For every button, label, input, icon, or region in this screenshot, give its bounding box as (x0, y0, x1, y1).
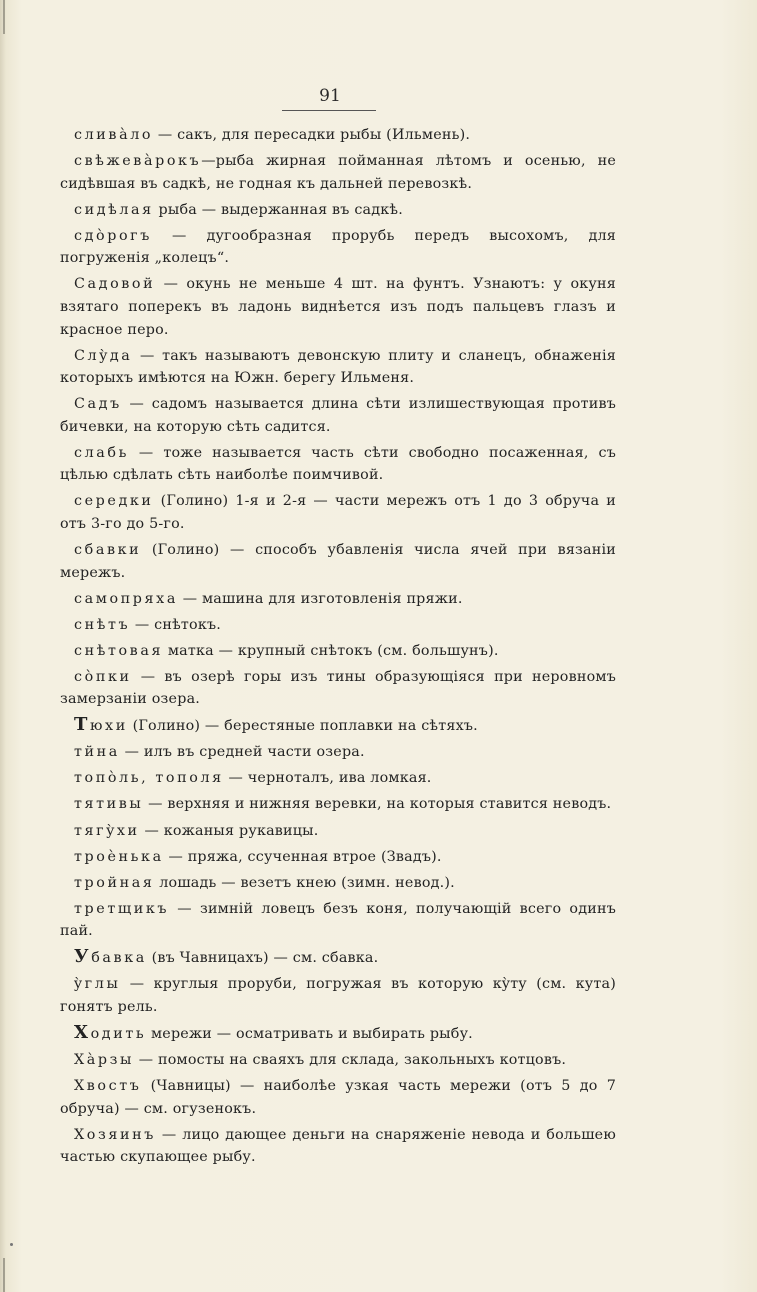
glossary-entry (60, 490, 616, 535)
entry-headword: Хвостъ (74, 1077, 142, 1094)
glossary-entry (60, 793, 616, 816)
entry-definition: — въ озерѣ горы изъ тины образующіяся при неровномъ замерзаніи озера. (60, 668, 616, 708)
entry-definition: матка — крупный снѣтокъ (см. большунъ). (163, 642, 499, 659)
entry-definition: — зимній ловецъ безъ коня, получающій всего одинъ пай. (60, 900, 616, 940)
entry-headword: сидѣлая (74, 201, 154, 218)
entry-definition: — снѣтокъ. (130, 616, 222, 633)
page-edge-mark (3, 1258, 5, 1292)
entry-definition: (Голино) — берестяные поплавки на сѣтяхъ. (127, 718, 478, 735)
entry-headword: середки (74, 493, 154, 510)
entry-definition: — помосты на сваяхъ для склада, закольныхъ котцовъ. (134, 1051, 567, 1068)
glossary-entry (60, 273, 616, 341)
entry-definition: — лицо дающее деньги на снаряженіе невода и большею частью скупающее рыбу. (60, 1126, 616, 1166)
glossary-entry (60, 898, 616, 943)
entry-headword: тятивы (74, 796, 144, 813)
glossary-entry (60, 767, 616, 790)
glossary-entry (60, 150, 616, 195)
entry-definition: — дугообразная прорубь передъ высохомъ, для погруженія „колецъ“. (60, 227, 616, 267)
entry-headword: Убавка (74, 946, 147, 968)
entry-definition: — верхняя и нижняя веревки, на которыя ставится неводъ. (143, 796, 612, 813)
entry-headword: Ходить (74, 1021, 147, 1043)
entry-definition: (Голино) 1-я и 2-я — части мережъ отъ 1 до 3 обруча и отъ 3-го до 5-го. (60, 493, 616, 532)
entry-headword: тйна (74, 744, 120, 761)
entry-headword: сбавки (74, 542, 142, 559)
entry-definition: (въ Чавницахъ) — см. сбавка. (146, 950, 379, 967)
entry-headword: троèнька (74, 848, 164, 865)
glossary-entry (60, 539, 616, 584)
glossary-entry (60, 614, 616, 637)
entry-definition: мережи — осматривать и выбирать рыбу. (146, 1025, 473, 1042)
glossary-entry (60, 225, 616, 270)
entry-definition: — тоже называется часть сѣти свободно посаженная, съ цѣлью сдѣлать сѣть наиболѣе поимчивой. (60, 444, 616, 484)
entry-definition: лошадь — везетъ кнею (зимн. невод.). (154, 874, 455, 891)
entry-headword: Тюхи (74, 714, 128, 736)
entry-headword: слабь (74, 444, 130, 461)
entry-definition: — кожаныя рукавицы. (139, 822, 319, 839)
glossary-entry (60, 199, 616, 222)
entry-definition: — такъ называютъ девонскую плиту и сланецъ, обнаженія которыхъ имѣются на Южн. берегу Ильменя. (60, 347, 616, 387)
entry-definition: (Голино) — способъ убавленія числа ячей при вязаніи мережъ. (60, 542, 616, 581)
entry-definition: — окунь не меньше 4 шт. на фунтъ. Узнаютъ: у окуня взятаго поперекъ въ ладонь виднѣется изъ подъ пальцевъ глазъ и красное перо. (60, 276, 616, 338)
entry-definition: — машина для изготовленія пряжи. (177, 590, 463, 607)
page-speck (10, 1243, 13, 1246)
entry-definition: — черноталъ, ива ломкая. (223, 770, 432, 787)
glossary-entry (60, 640, 616, 663)
section-initial: Т (74, 714, 90, 736)
entry-headword: Хозяинъ (74, 1126, 156, 1143)
glossary-entry (60, 820, 616, 843)
glossary-entry (60, 442, 616, 487)
header-rule (282, 110, 376, 111)
entry-definition: — круглыя проруби, погружая въ которую кỳту (см. кута) гонятъ рель. (60, 976, 616, 1015)
entry-headword: Садъ (74, 396, 122, 413)
section-initial: Х (74, 1021, 91, 1043)
glossary-entry (60, 741, 616, 764)
glossary-entry (60, 872, 616, 895)
entry-definition: (Чавницы) — наиболѣе узкая часть мережи (отъ 5 до 7 обруча) — см. огузенокъ. (60, 1077, 616, 1117)
glossary-entry (60, 1049, 616, 1072)
glossary-entry (60, 124, 616, 147)
glossary-entry (60, 946, 616, 970)
entry-headword: свѣжевàрокъ (74, 153, 202, 170)
entry-headword: тягỳхи (74, 822, 140, 839)
glossary-entry (60, 1022, 616, 1046)
glossary-entry (60, 1124, 616, 1169)
entry-headword: сдòрогъ (74, 227, 152, 244)
entry-headword: сòпки (74, 668, 132, 685)
glossary-entries (60, 124, 616, 1172)
glossary-entry (60, 1075, 616, 1120)
entry-headword: Садовой (74, 276, 156, 293)
glossary-entry (60, 846, 616, 869)
entry-definition: — илъ въ средней части озера. (119, 744, 365, 761)
entry-definition: —рыба жирная пойманная лѣтомъ и осенью, не сидѣвшая въ садкѣ, не годная къ дальней перевозкѣ. (60, 153, 616, 192)
glossary-entry (60, 973, 616, 1018)
entry-definition: — пряжа, ссученная втрое (Звадъ). (163, 848, 442, 865)
section-initial: У (74, 946, 92, 968)
entry-headword: сливàло (74, 127, 154, 143)
glossary-entry (60, 393, 616, 438)
entry-headword: Хàрзы (74, 1051, 135, 1068)
entry-headword: снѣтъ (74, 616, 131, 633)
entry-headword: топòль, тополя (74, 770, 224, 787)
entry-headword: тройная (74, 874, 155, 891)
entry-headword: самопряха (74, 590, 178, 607)
entry-definition: — сакъ, для пересадки рыбы (Ильмень). (153, 127, 471, 143)
page-edge-mark (3, 0, 5, 34)
glossary-entry (60, 714, 616, 738)
entry-definition: рыба — выдержанная въ садкѣ. (153, 201, 403, 218)
glossary-entry (60, 666, 616, 711)
entry-definition: — садомъ называется длина сѣти излишествующая противъ бичевки, на которую сѣть садится. (60, 396, 616, 435)
entry-headword: ỳглы (74, 976, 121, 993)
glossary-entry (60, 588, 616, 611)
page-number: 91 (319, 86, 341, 106)
entry-headword: снѣтовая (74, 642, 164, 659)
entry-headword: третщикъ (74, 900, 170, 917)
glossary-entry (60, 345, 616, 390)
entry-headword: Слỳда (74, 347, 133, 364)
